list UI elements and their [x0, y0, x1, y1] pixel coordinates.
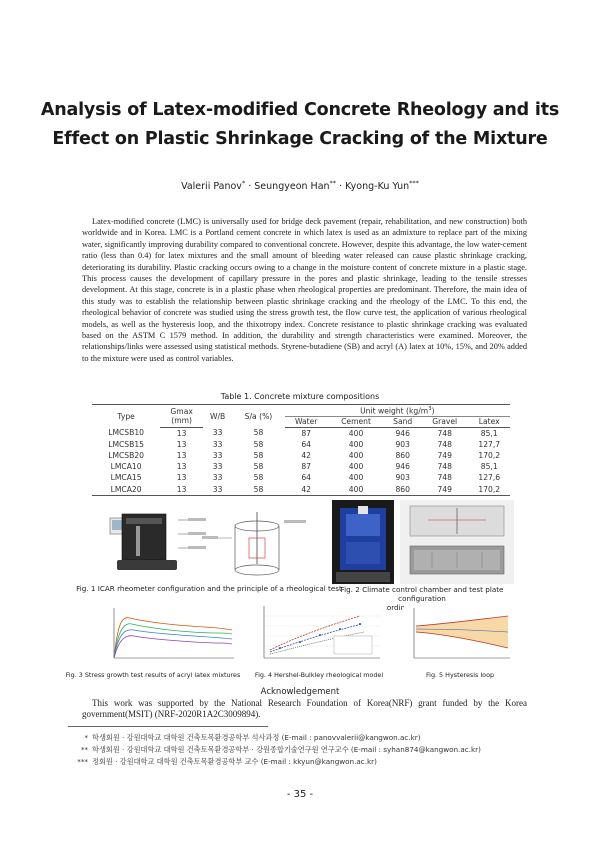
- col-gmax: Gmax: [160, 405, 203, 417]
- table-cell: 946: [395, 428, 410, 438]
- table-cell: 13: [176, 450, 187, 460]
- climate-chamber-image: [332, 500, 514, 584]
- figure-1-caption: Fig. 1 ICAR rheometer configuration and the principle of a rheological test: [76, 584, 342, 593]
- figure-1: [92, 508, 318, 582]
- table-cell: 127,7: [478, 439, 501, 449]
- table-cell: 748: [437, 439, 452, 449]
- table-row: [92, 439, 510, 450]
- footnote-mark: *: [84, 733, 88, 742]
- table-cell: 946: [395, 462, 410, 472]
- table-cell: 127,6: [478, 473, 501, 483]
- footnote-3: [66, 757, 546, 767]
- table-cell: 33: [203, 484, 232, 496]
- col-gravel: Gravel: [421, 416, 469, 427]
- figure-4-caption: Fig. 4 Hershel-Bulkley rheological model: [254, 671, 384, 679]
- table-cell: 64: [301, 473, 311, 483]
- table-cell: 87: [301, 462, 311, 472]
- footnote-2: [66, 745, 546, 755]
- table-cell: 400: [348, 462, 364, 472]
- footnote-divider: [68, 726, 268, 727]
- abstract-text: Latex-modified concrete (LMC) is universally used for bridge deck pavement (repair, rehabilitation, and new construction) both worldwide and in Korea. LMC is a Portland cement concrete in which latex is used as an admixture to replace part of the mixing water, significantly improving durability compared to conventional concrete. However, despite this advantage, the low water-cement ratio (less than 0.4) for latex mixtures and the small amount of bleeding water released can cause plastic shrinkage cracking, deteriorating its durability. Plastic cracking occurs owing to a change in the moisture content of concrete mixture in a plastic stage. This process causes the development of capillary pressure in the pores and plastic shrinkage, leading to the tensile stresses development. At this stage, concrete is in a plastic phase when rheological properties are predominant. Therefore, the main idea of this study was to establish the relationship between plastic shrinkage cracking and the rheology of the LMC. To this end, the rheological behavior of concrete was studied using the stress growth test, the flow curve test, the application of various rheological models, as well as the hysteresis loop, and the thixotropy index. Concrete resistance to plastic shrinkage cracking was evaluated based on the ASTM C 1579 method. In addition, the durability and strength characteristics were examined. Moreover, the relationships/links were assessed using statistical methods. Styrene-butadiene (SB) and acryl (A) latex at 10%, 15%, and 20% added to the mixture were used as control variables.: [82, 217, 527, 363]
- footnote-text: 학생회원 · 강원대학교 대학원 건축토목환경공학부 · 강원종합기술연구원 연구교수 (E-mail : syhan874@kangwon.ac.kr): [92, 745, 481, 754]
- figure-5: [404, 604, 514, 666]
- table-cell: 400: [328, 484, 385, 496]
- acknowledgement: [82, 698, 527, 720]
- footnote-mark: **: [80, 745, 88, 754]
- table-cell: 860: [384, 484, 420, 496]
- table-cell: 42: [285, 484, 328, 496]
- col-sand: Sand: [384, 416, 420, 427]
- table-cell: 748: [437, 428, 452, 438]
- table-cell: 42: [301, 450, 311, 460]
- col-gmax-unit: (mm): [160, 416, 203, 427]
- col-water: Water: [285, 416, 328, 427]
- table-row: [92, 472, 510, 483]
- acknowledgement-heading: Acknowledgement: [260, 687, 340, 697]
- figure-5-caption: Fig. 5 Hysteresis loop: [425, 671, 495, 679]
- table-cell: 64: [301, 439, 311, 449]
- table-cell: 33: [212, 462, 223, 472]
- col-cement: Cement: [328, 416, 385, 427]
- mixture-table: [92, 404, 510, 496]
- table-cell: 749: [437, 450, 452, 460]
- table-cell: 400: [348, 450, 364, 460]
- table-cell: 33: [212, 439, 223, 449]
- table-cell: LMCSB15: [108, 439, 144, 449]
- stress-growth-chart: [100, 602, 240, 668]
- table-row: [92, 484, 510, 496]
- footnote-mark: ***: [77, 757, 88, 766]
- table-cell: LMCA15: [110, 473, 142, 483]
- table-cell: 33: [212, 450, 223, 460]
- acknowledgement-text: This work was supported by the National Research Foundation of Korea(NRF) grant funded by the Korea government(MSIT) (NRF-2020R1A2C3009894).: [82, 698, 527, 719]
- col-latex: Latex: [468, 416, 510, 427]
- table-cell: 58: [232, 484, 285, 496]
- footnote-text: 정회원 · 강원대학교 대학원 건축토목환경공학부 교수 (E-mail : kkyun@kangwon.ac.kr): [92, 757, 377, 766]
- author-3: Kyong-Ku Yun***: [345, 179, 419, 193]
- hershel-bulkley-chart: [250, 602, 386, 668]
- table-caption: Table 1. Concrete mixture compositions: [220, 392, 380, 401]
- table-cell: LMCA20: [92, 484, 160, 496]
- table-cell: 58: [253, 473, 264, 483]
- page-number: - 35 -: [286, 789, 314, 800]
- table-cell: 87: [301, 428, 311, 438]
- figure-4: [250, 602, 386, 668]
- table-cell: LMCSB10: [108, 428, 144, 438]
- table-cell: 13: [160, 484, 203, 496]
- table-cell: 33: [212, 428, 223, 438]
- table-cell: 13: [176, 462, 187, 472]
- author-list: [0, 179, 600, 192]
- figure-2: [332, 500, 514, 584]
- table-row: [92, 461, 510, 472]
- figure-2-caption-line-2: according: [374, 603, 410, 612]
- table-cell: 85,1: [480, 428, 498, 438]
- table-cell: 33: [212, 473, 223, 483]
- table-cell: 13: [176, 439, 187, 449]
- table-cell: LMCA10: [110, 462, 142, 472]
- table-cell: 13: [176, 428, 187, 438]
- table-cell: 170,2: [478, 450, 501, 460]
- col-unit-weight: Unit weight $(kg/m^3)$: [285, 405, 510, 417]
- table-row: [92, 450, 510, 461]
- paper-title: [40, 96, 560, 154]
- table-cell: 748: [437, 473, 452, 483]
- author-separator: ·: [339, 181, 343, 193]
- table-cell: 58: [253, 439, 264, 449]
- figure-3-caption: Fig. 3 Stress growth test results of acryl latex mixtures: [65, 671, 241, 679]
- table-cell: 749: [421, 484, 469, 496]
- title-line-1: Analysis of Latex-modified Concrete Rheology and its: [40, 100, 560, 120]
- footnote-text: 학생회원 · 강원대학교 대학원 건축토목환경공학부 석사과정 (E-mail : panovvalerii@kangwon.ac.kr): [92, 733, 421, 742]
- col-sa: S/a (%): [232, 405, 285, 428]
- table-cell: 58: [253, 450, 264, 460]
- table-cell: 85,1: [480, 462, 498, 472]
- author-separator: ·: [248, 181, 252, 193]
- table-cell: 400: [348, 428, 364, 438]
- table-cell: 903: [395, 439, 410, 449]
- hysteresis-loop-chart: [404, 604, 514, 666]
- author-2: Seungyeon Han**: [254, 179, 337, 193]
- col-type: Type: [92, 405, 160, 428]
- table-cell: 400: [348, 439, 364, 449]
- table-cell: 58: [253, 462, 264, 472]
- abstract: [82, 216, 527, 364]
- title-line-2: Effect on Plastic Shrinkage Cracking of the Mixture: [52, 129, 548, 149]
- rheometer-image: [92, 508, 318, 582]
- table-row: [92, 427, 510, 439]
- table-cell: 903: [395, 473, 410, 483]
- table-cell: LMCSB20: [108, 450, 144, 460]
- table-cell: 860: [395, 450, 410, 460]
- table-cell: 748: [437, 462, 452, 472]
- footnote-1: [66, 733, 546, 743]
- table-cell: 13: [176, 473, 187, 483]
- table-cell: 58: [253, 428, 264, 438]
- author-1: Valerii Panov*: [181, 179, 246, 193]
- figure-2-caption-line-1: Fig. 2 Climate control chamber and test plate configuration: [340, 585, 504, 603]
- col-wb: W/B: [203, 405, 232, 428]
- figure-3: [100, 602, 240, 668]
- table-cell: 400: [348, 473, 364, 483]
- table-cell: 170,2: [468, 484, 510, 496]
